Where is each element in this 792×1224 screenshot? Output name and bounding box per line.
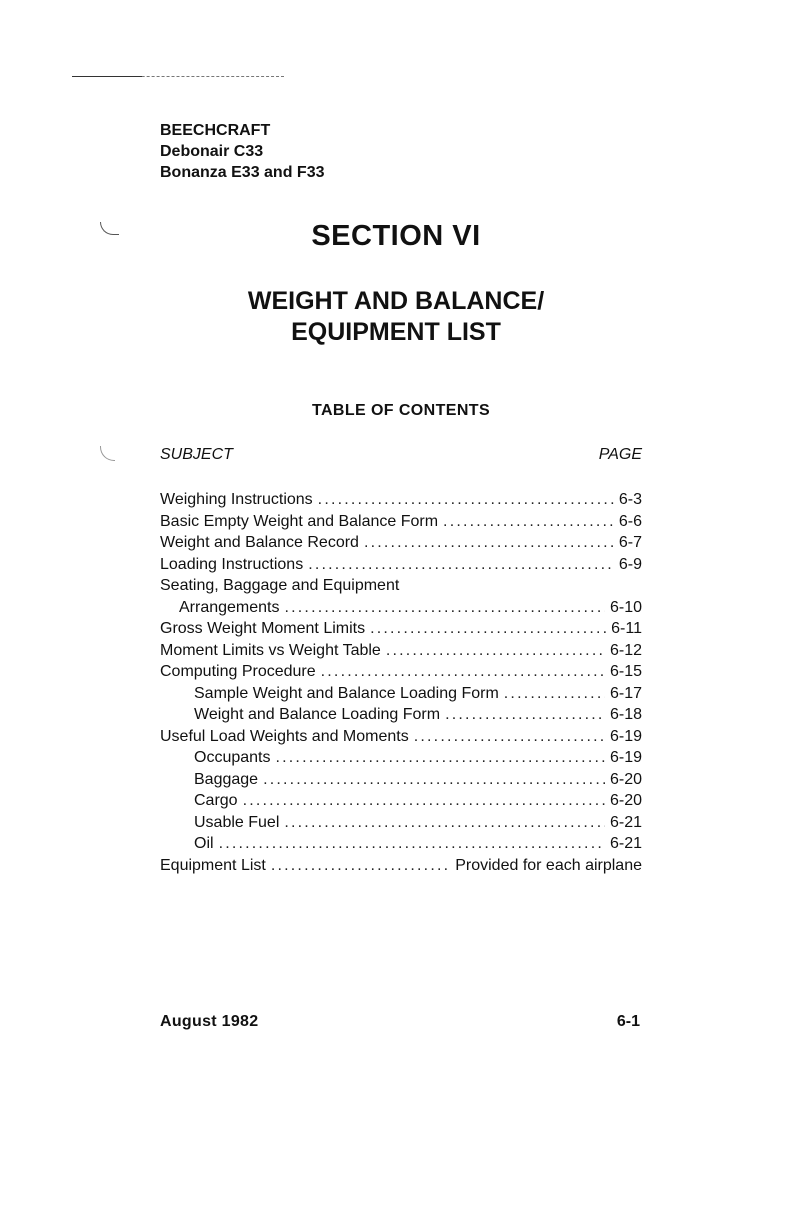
toc-entry-label: Moment Limits vs Weight Table	[160, 641, 381, 659]
dot-leader	[386, 640, 605, 662]
toc-entry-label: Weight and Balance Record	[160, 534, 359, 551]
dot-leader	[445, 704, 605, 726]
toc-entry	[160, 511, 642, 533]
toc-entry-label: Equipment List	[160, 856, 266, 874]
toc-entry	[160, 661, 642, 683]
toc-entry	[160, 683, 642, 705]
margin-mark	[100, 446, 115, 461]
toc-entry-page: 6-19	[609, 727, 642, 745]
manual-header	[160, 120, 325, 183]
footer-page-number: 6-1	[616, 1013, 640, 1030]
dot-leader	[284, 812, 605, 834]
dot-leader	[370, 618, 606, 640]
section-subtitle-line-1: WEIGHT AND BALANCE/	[247, 287, 545, 315]
toc-entry-page: 6-9	[618, 555, 642, 573]
toc-entry-page: 6-20	[609, 770, 642, 788]
dot-leader	[271, 855, 450, 877]
dot-leader	[414, 726, 605, 748]
toc-entry-label: Baggage	[194, 770, 259, 788]
toc-entry-label: Basic Empty Weight and Balance Form	[160, 512, 439, 530]
dot-leader	[219, 833, 605, 855]
toc-entry-page: 6-21	[609, 835, 642, 852]
model-line-2: Bonanza E33 and F33	[160, 164, 325, 181]
toc-entry-page: Provided for each airplane	[455, 856, 642, 874]
toc-entry-page: 6-21	[609, 813, 642, 831]
table-of-contents	[160, 489, 642, 876]
manufacturer-name: BEECHCRAFT	[160, 122, 271, 139]
toc-entry-label: Weight and Balance Loading Form	[194, 706, 441, 723]
toc-entry-page: 6-7	[618, 534, 642, 551]
toc-entry-page: 6-6	[618, 512, 642, 530]
scan-artifact-line-solid	[72, 76, 142, 77]
toc-entry-label: Seating, Baggage and Equipment	[160, 577, 400, 594]
toc-entry-label: Oil	[194, 835, 214, 852]
toc-entry-page: 6-3	[618, 491, 642, 508]
toc-entry	[160, 855, 642, 877]
dot-leader	[321, 661, 605, 683]
dot-leader	[275, 747, 604, 769]
toc-entry	[160, 790, 642, 812]
toc-entry-label: Gross Weight Moment Limits	[160, 620, 366, 637]
toc-entry	[160, 532, 642, 554]
toc-entry	[160, 769, 642, 791]
toc-entry	[160, 747, 642, 769]
toc-entry	[160, 554, 642, 576]
toc-entry-page: 6-19	[609, 749, 642, 766]
toc-entry	[160, 489, 642, 511]
subject-column-label: SUBJECT	[160, 446, 233, 463]
section-subtitle-line-2: EQUIPMENT LIST	[291, 318, 501, 346]
toc-entry-label: Usable Fuel	[194, 813, 280, 831]
toc-entry-page: 6-20	[609, 792, 642, 809]
toc-entry-page: 6-12	[609, 641, 642, 659]
dot-leader	[285, 597, 605, 619]
toc-column-headers	[160, 446, 642, 464]
toc-entry-page: 6-17	[609, 684, 642, 702]
toc-entry-label: Loading Instructions	[160, 555, 304, 573]
toc-entry	[160, 618, 642, 640]
toc-entry-page: 6-15	[609, 663, 642, 680]
toc-entry	[160, 833, 642, 855]
toc-entry	[160, 597, 642, 619]
toc-entry-label: Useful Load Weights and Moments	[160, 727, 409, 745]
footer-date: August 1982	[160, 1013, 259, 1030]
toc-entry	[160, 812, 642, 834]
model-line-1: Debonair C33	[160, 143, 264, 160]
toc-entry-page: 6-18	[609, 706, 642, 723]
toc-entry-label: Occupants	[194, 749, 271, 766]
dot-leader	[263, 769, 605, 791]
section-subtitle	[0, 286, 792, 348]
toc-entry-label: Computing Procedure	[160, 663, 316, 680]
dot-leader	[318, 489, 614, 511]
dot-leader	[308, 554, 614, 576]
toc-heading: TABLE OF CONTENTS	[311, 402, 491, 419]
toc-entry-label: Cargo	[194, 792, 238, 809]
toc-entry	[160, 640, 642, 662]
dot-leader	[504, 683, 605, 705]
toc-entry	[160, 704, 642, 726]
page-column-label: PAGE	[598, 446, 642, 463]
dot-leader	[243, 790, 605, 812]
dot-leader	[364, 532, 614, 554]
toc-entry-page: 6-11	[611, 620, 642, 637]
dot-leader	[443, 511, 614, 533]
toc-entry-label: Sample Weight and Balance Loading Form	[194, 684, 499, 702]
toc-entry	[160, 726, 642, 748]
toc-entry-label: Arrangements	[179, 598, 280, 616]
toc-entry	[160, 575, 642, 597]
toc-entry-label: Weighing Instructions	[160, 491, 313, 508]
toc-entry-page: 6-10	[609, 598, 642, 616]
section-title: SECTION VI	[311, 220, 481, 252]
